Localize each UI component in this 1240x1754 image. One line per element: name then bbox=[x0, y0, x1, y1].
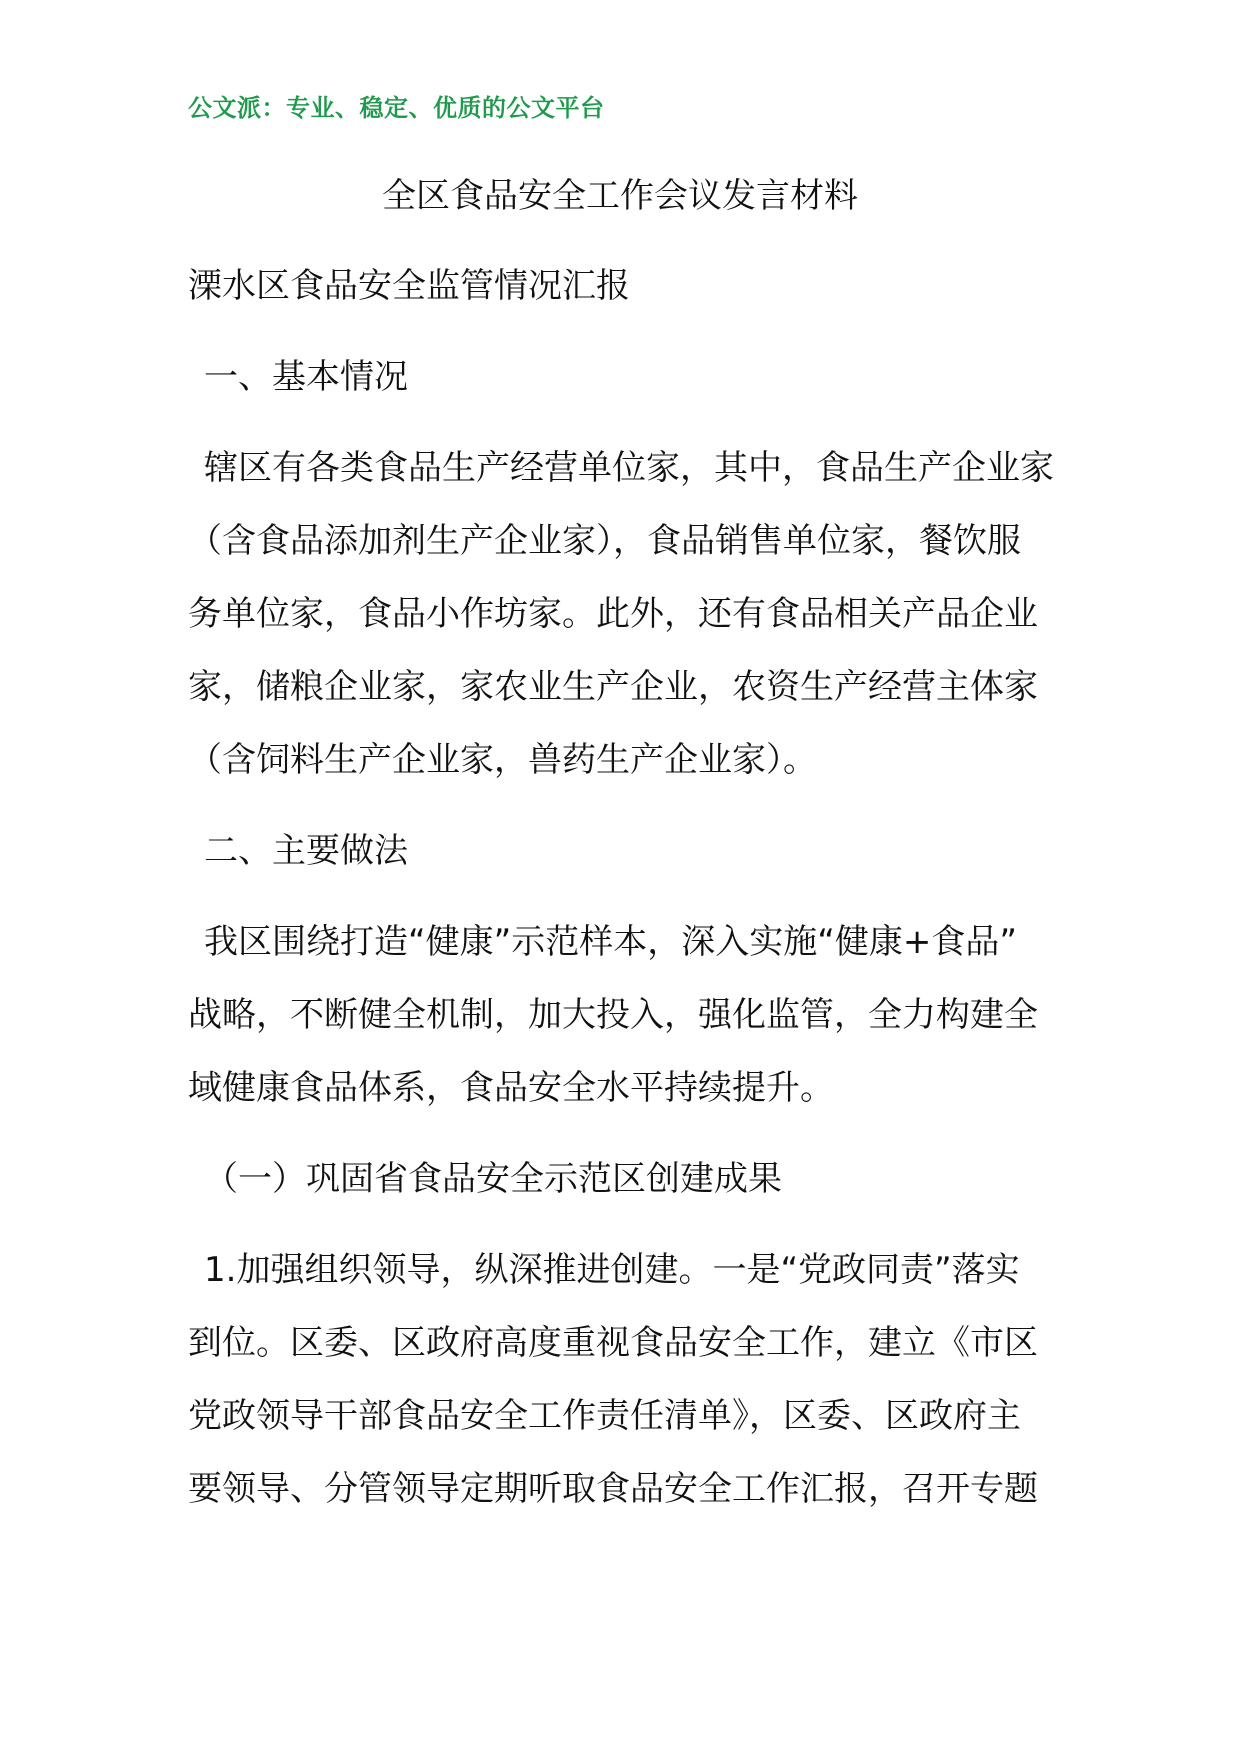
paragraph-line: 辖区有各类食品生产经营单位家，其中，食品生产企业家 bbox=[204, 448, 1054, 488]
paragraph-line: （含饲料生产企业家，兽药生产企业家）。 bbox=[188, 740, 817, 780]
paragraph-line: 域健康食品体系，食品安全水平持续提升。 bbox=[188, 1068, 834, 1108]
paragraph-line: 我区围绕打造“健康”示范样本，深入实施“健康+食品” bbox=[204, 922, 1017, 962]
brand-header: 公文派：专业、稳定、优质的公文平台 bbox=[188, 94, 605, 122]
document-subtitle: 溧水区食品安全监管情况汇报 bbox=[188, 266, 630, 306]
paragraph-line: 1.加强组织领导，纵深推进创建。一是“党政同责”落实 bbox=[204, 1250, 1020, 1290]
document-title: 全区食品安全工作会议发言材料 bbox=[382, 176, 858, 216]
section-heading-1: 一、基本情况 bbox=[204, 357, 408, 397]
section-heading-2: 二、主要做法 bbox=[204, 831, 408, 871]
paragraph-line: 务单位家，食品小作坊家。此外，还有食品相关产品企业 bbox=[188, 594, 1038, 634]
paragraph-line: 要领导、分管领导定期听取食品安全工作汇报，召开专题 bbox=[188, 1469, 1038, 1509]
paragraph-line: 党政领导干部食品安全工作责任清单》，区委、区政府主 bbox=[188, 1396, 1021, 1436]
subsection-heading: （一）巩固省食品安全示范区创建成果 bbox=[204, 1159, 782, 1199]
paragraph-line: 到位。区委、区政府高度重视食品安全工作，建立《市区 bbox=[188, 1323, 1038, 1363]
paragraph-line: 家，储粮企业家，家农业生产企业，农资生产经营主体家 bbox=[188, 667, 1038, 707]
paragraph-line: 战略，不断健全机制，加大投入，强化监管，全力构建全 bbox=[188, 995, 1038, 1035]
paragraph-line: （含食品添加剂生产企业家），食品销售单位家，餐饮服 bbox=[188, 521, 1021, 561]
